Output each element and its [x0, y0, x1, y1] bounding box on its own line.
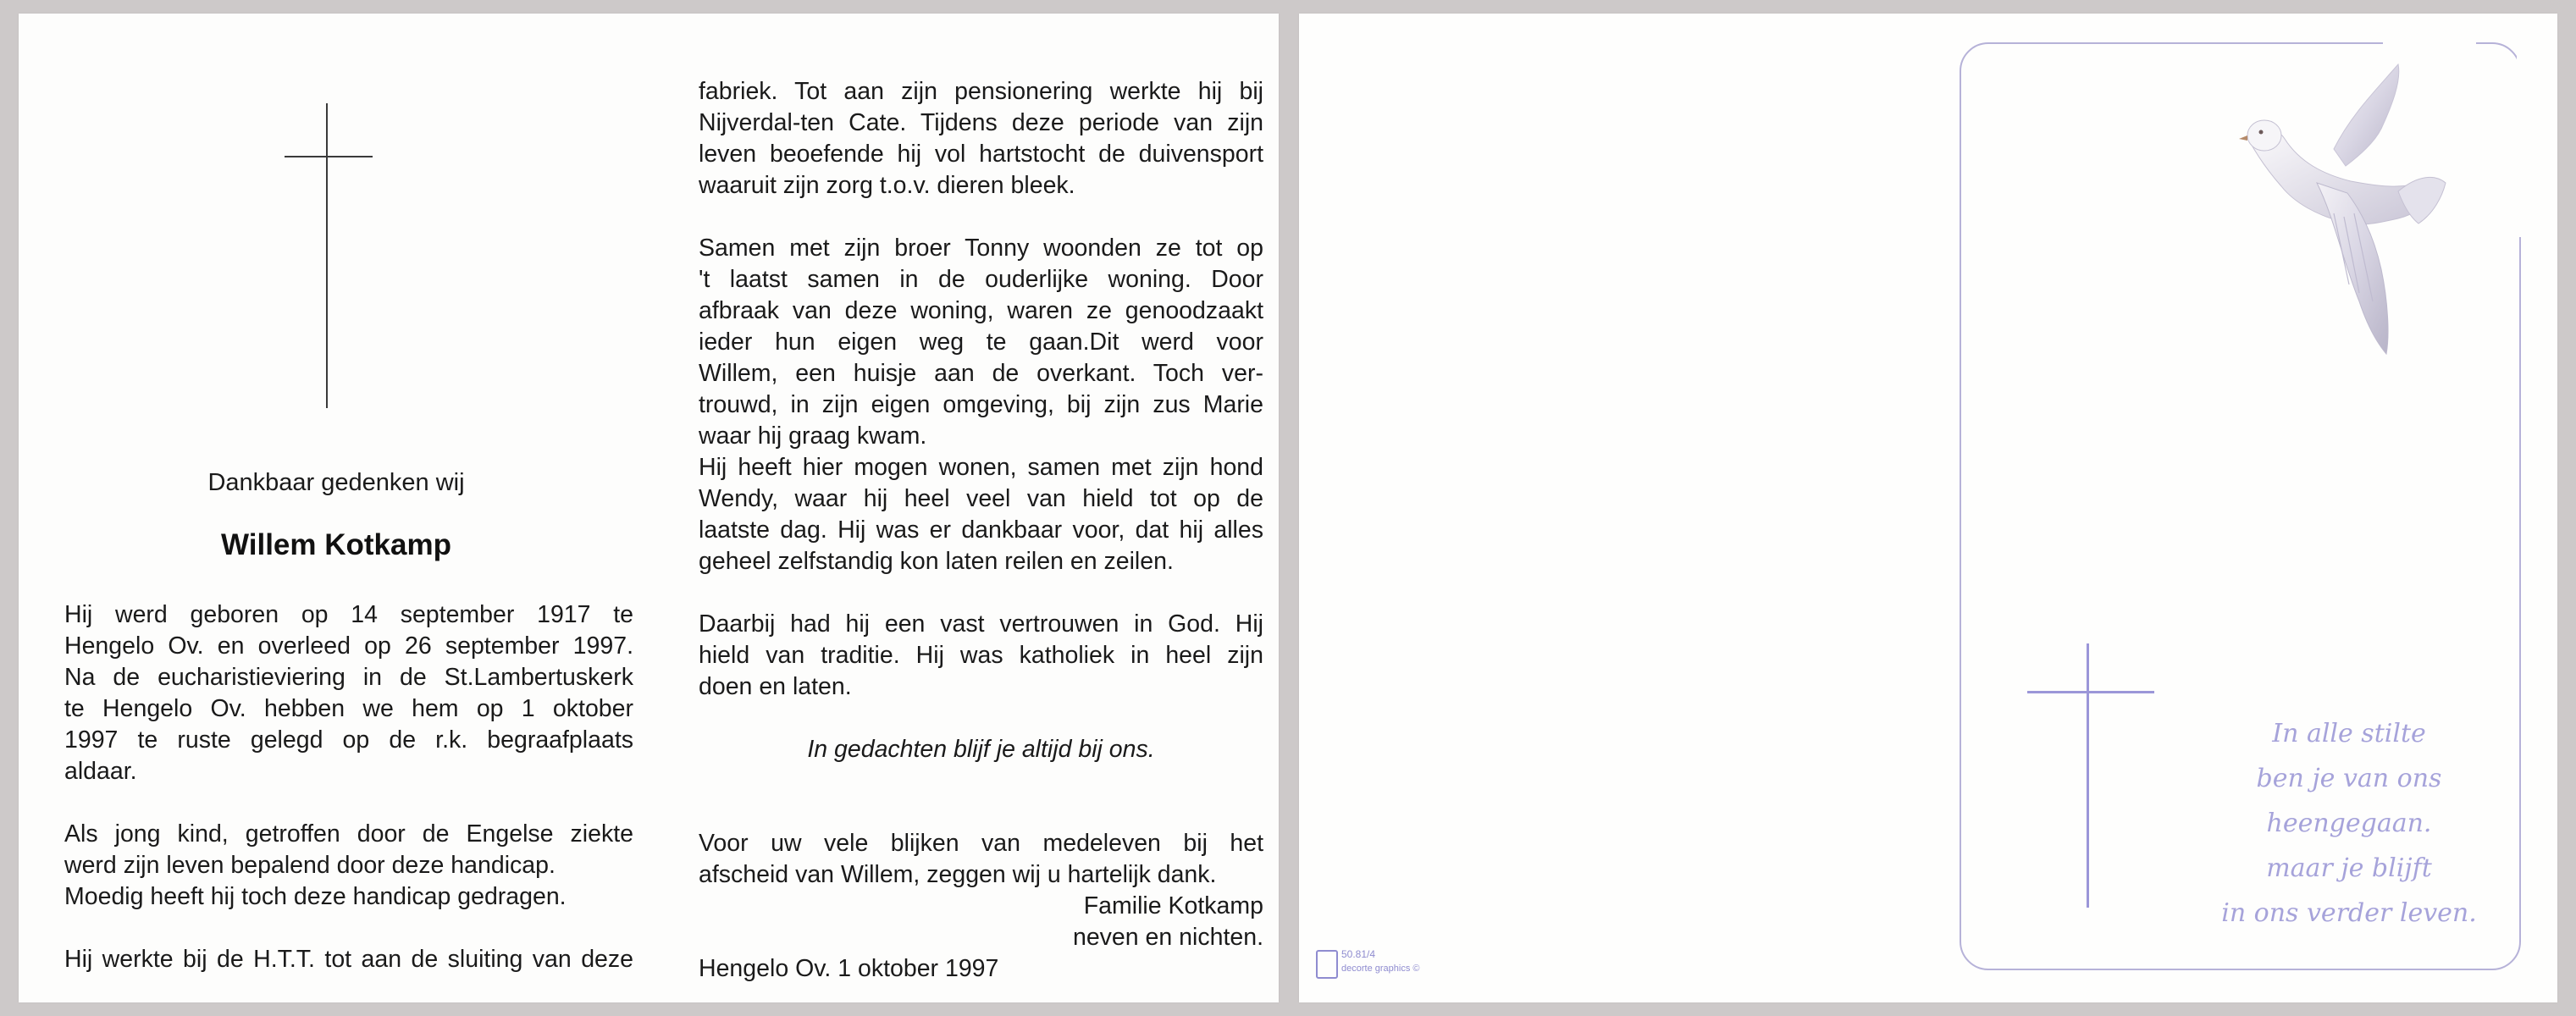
text-line: hield van traditie. Hij was katholiek in heel zijn [699, 642, 1263, 669]
text-line: Samen met zijn broer Tonny woonden ze tot op [699, 235, 1263, 262]
memorial-cross-horizontal [285, 156, 373, 157]
deceased-name: Willem Kotkamp [221, 528, 451, 561]
verse-line: In alle stilte [2272, 719, 2426, 748]
intro-heading: Dankbaar gedenken wij [207, 469, 465, 496]
text-line: werd zijn leven bepalend door deze handicap. [64, 852, 556, 879]
place-date: Hengelo Ov. 1 oktober 1997 [699, 955, 999, 982]
text-line: Als jong kind, getroffen door de Engelse ziekte [64, 820, 633, 848]
text-line: laatste dag. Hij was er dankbaar voor, dat hij alles [699, 516, 1263, 544]
text-line: doen en laten. [699, 673, 852, 700]
text-line: Hengelo Ov. en overleed op 26 september 1997. [64, 632, 633, 660]
text-line: fabriek. Tot aan zijn pensionering werkte hij bij [699, 78, 1263, 105]
text-line: waaruit zijn zorg t.o.v. dieren bleek. [699, 172, 1075, 199]
text-line: Na de eucharistieviering in de St.Lambertuskerk [64, 664, 633, 691]
text-line: afbraak van deze woning, waren ze genoodzaakt [699, 297, 1263, 324]
text-line: ieder hun eigen weg te gaan.Dit werd voor [699, 329, 1263, 356]
text-line: Voor uw vele blijken van medeleven bij het [699, 830, 1263, 857]
dove-icon [2232, 47, 2452, 361]
text-line: aldaar. [64, 758, 137, 785]
text-line: Moedig heeft hij toch deze handicap gedragen. [64, 883, 567, 910]
outer-card-panel [1299, 14, 2557, 1002]
lilac-cross-vertical [2087, 643, 2089, 908]
text-line: Wendy, waar hij heel veel van hield tot op de [699, 485, 1263, 512]
text-line: waar hij graag kwam. [699, 422, 927, 450]
text-line: te Hengelo Ov. hebben we hem op 1 oktober [64, 695, 633, 722]
printer-code: 50.81/4 [1341, 948, 1376, 960]
printer-mark [1316, 948, 1485, 984]
family-signature: Familie Kotkamp [1083, 892, 1263, 919]
verse-line: in ons verder leven. [2221, 898, 2477, 928]
printer-name: decorte graphics © [1341, 964, 1420, 974]
memorial-motto: In gedachten blijf je altijd bij ons. [807, 736, 1155, 763]
printer-logo-icon [1316, 950, 1338, 979]
family-signature: neven en nichten. [1072, 924, 1263, 951]
lilac-cross-horizontal [2027, 691, 2154, 693]
left-text-column [64, 599, 633, 975]
text-line: Daarbij had hij een vast vertrouwen in God. Hij [699, 610, 1263, 638]
text-line: Willem, een huisje aan de overkant. Toch ver- [699, 360, 1263, 387]
text-line: afscheid van Willem, zeggen wij u hartelijk dank. [699, 861, 1217, 888]
text-line: 't laatst samen in de ouderlijke woning. Door [699, 266, 1263, 293]
text-line: leven beoefende hij vol hartstocht de duivensport [699, 141, 1263, 168]
text-line: Nijverdal-ten Cate. Tijdens deze periode van zijn [699, 109, 1263, 136]
text-line: Hij heeft hier mogen wonen, samen met zijn hond [699, 454, 1263, 481]
text-line: geheel zelfstandig kon laten reilen en zeilen. [699, 548, 1174, 575]
text-line: trouwd, in zijn eigen omgeving, bij zijn zus Marie [699, 391, 1263, 418]
memorial-verse [2171, 711, 2527, 936]
memorial-cross-vertical [326, 103, 328, 408]
text-line: Hij werkte bij de H.T.T. tot aan de sluiting van deze [64, 946, 633, 973]
text-line: Hij werd geboren op 14 september 1917 te [64, 601, 633, 628]
right-text-column [699, 76, 1263, 985]
text-line: 1997 te ruste gelegd op de r.k. begraafplaats [64, 726, 633, 754]
verse-line: maar je blijft [2266, 853, 2432, 883]
verse-line: ben je van ons heengegaan. [2256, 764, 2442, 838]
inner-card-panel [19, 14, 1279, 1002]
